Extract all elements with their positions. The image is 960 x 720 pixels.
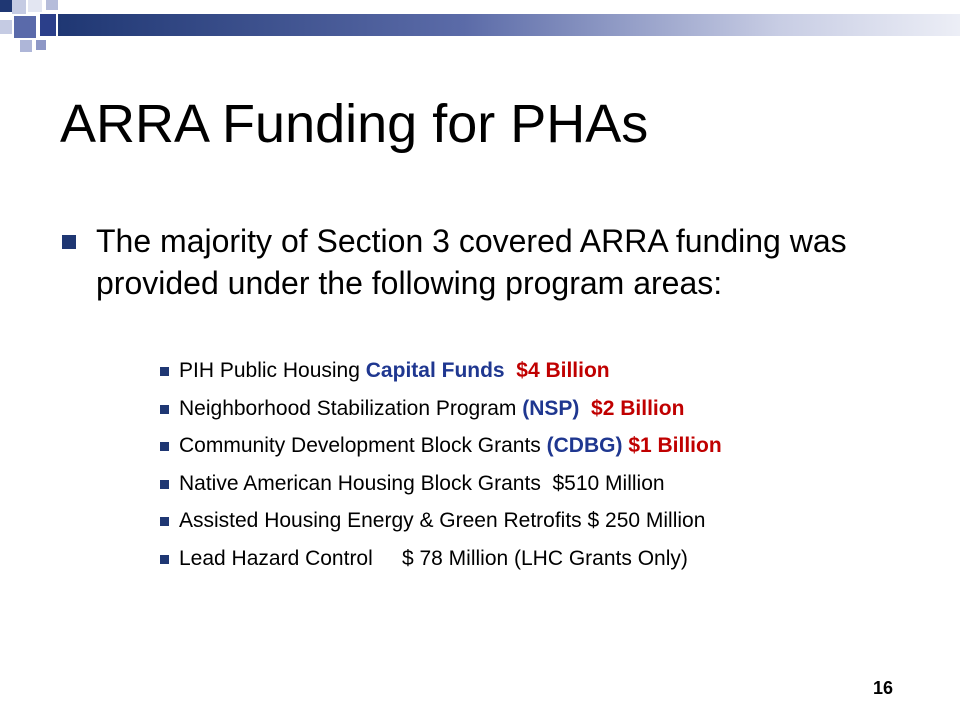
list-item	[160, 352, 940, 390]
bullet-marker	[160, 517, 169, 526]
list-item	[160, 427, 940, 465]
bullet-marker	[160, 405, 169, 414]
header-gradient-bar	[58, 14, 960, 36]
item-highlight-blue: (CDBG)	[546, 434, 623, 457]
item-amount: $1 Billion	[628, 434, 722, 457]
item-highlight-blue: (NSP)	[522, 396, 580, 420]
deco-square	[36, 40, 46, 50]
bullet-marker	[160, 555, 169, 564]
list-item	[160, 540, 940, 578]
bullet-marker	[160, 442, 169, 451]
item-text: Assisted Housing Energy & Green Retrofits $ 250 Million	[179, 509, 706, 532]
item-text: Community Development Block Grants	[179, 434, 547, 457]
deco-square	[46, 0, 58, 10]
list-item	[160, 502, 940, 540]
page-number: 16	[873, 678, 894, 698]
funding-list	[160, 352, 940, 577]
intro-text: The majority of Section 3 covered ARRA funding was provided under the following program areas:	[96, 223, 847, 301]
deco-square	[0, 0, 12, 12]
list-item	[160, 390, 940, 428]
item-text: Neighborhood Stabilization Program	[179, 396, 523, 420]
deco-square	[20, 40, 32, 52]
bullet-marker	[160, 480, 169, 489]
item-amount: $2 Billion	[591, 396, 685, 420]
intro-bullet	[62, 220, 922, 304]
bullet-marker	[160, 367, 169, 376]
slide-title: ARRA Funding for PHAs	[60, 94, 649, 154]
list-item	[160, 465, 940, 503]
item-text: Lead Hazard Control $ 78 Million (LHC Grants Only)	[179, 546, 688, 570]
deco-square	[40, 14, 56, 36]
item-text: PIH Public Housing	[179, 359, 366, 382]
bullet-marker	[62, 235, 76, 249]
deco-square	[14, 16, 36, 38]
deco-square	[12, 0, 26, 14]
item-text: Native American Housing Block Grants $510 Million	[179, 471, 665, 495]
header-decoration	[0, 0, 960, 60]
deco-square	[28, 0, 42, 12]
deco-square	[0, 20, 12, 34]
item-highlight-blue: Capital Funds	[365, 359, 505, 382]
item-amount: $4 Billion	[516, 359, 610, 382]
